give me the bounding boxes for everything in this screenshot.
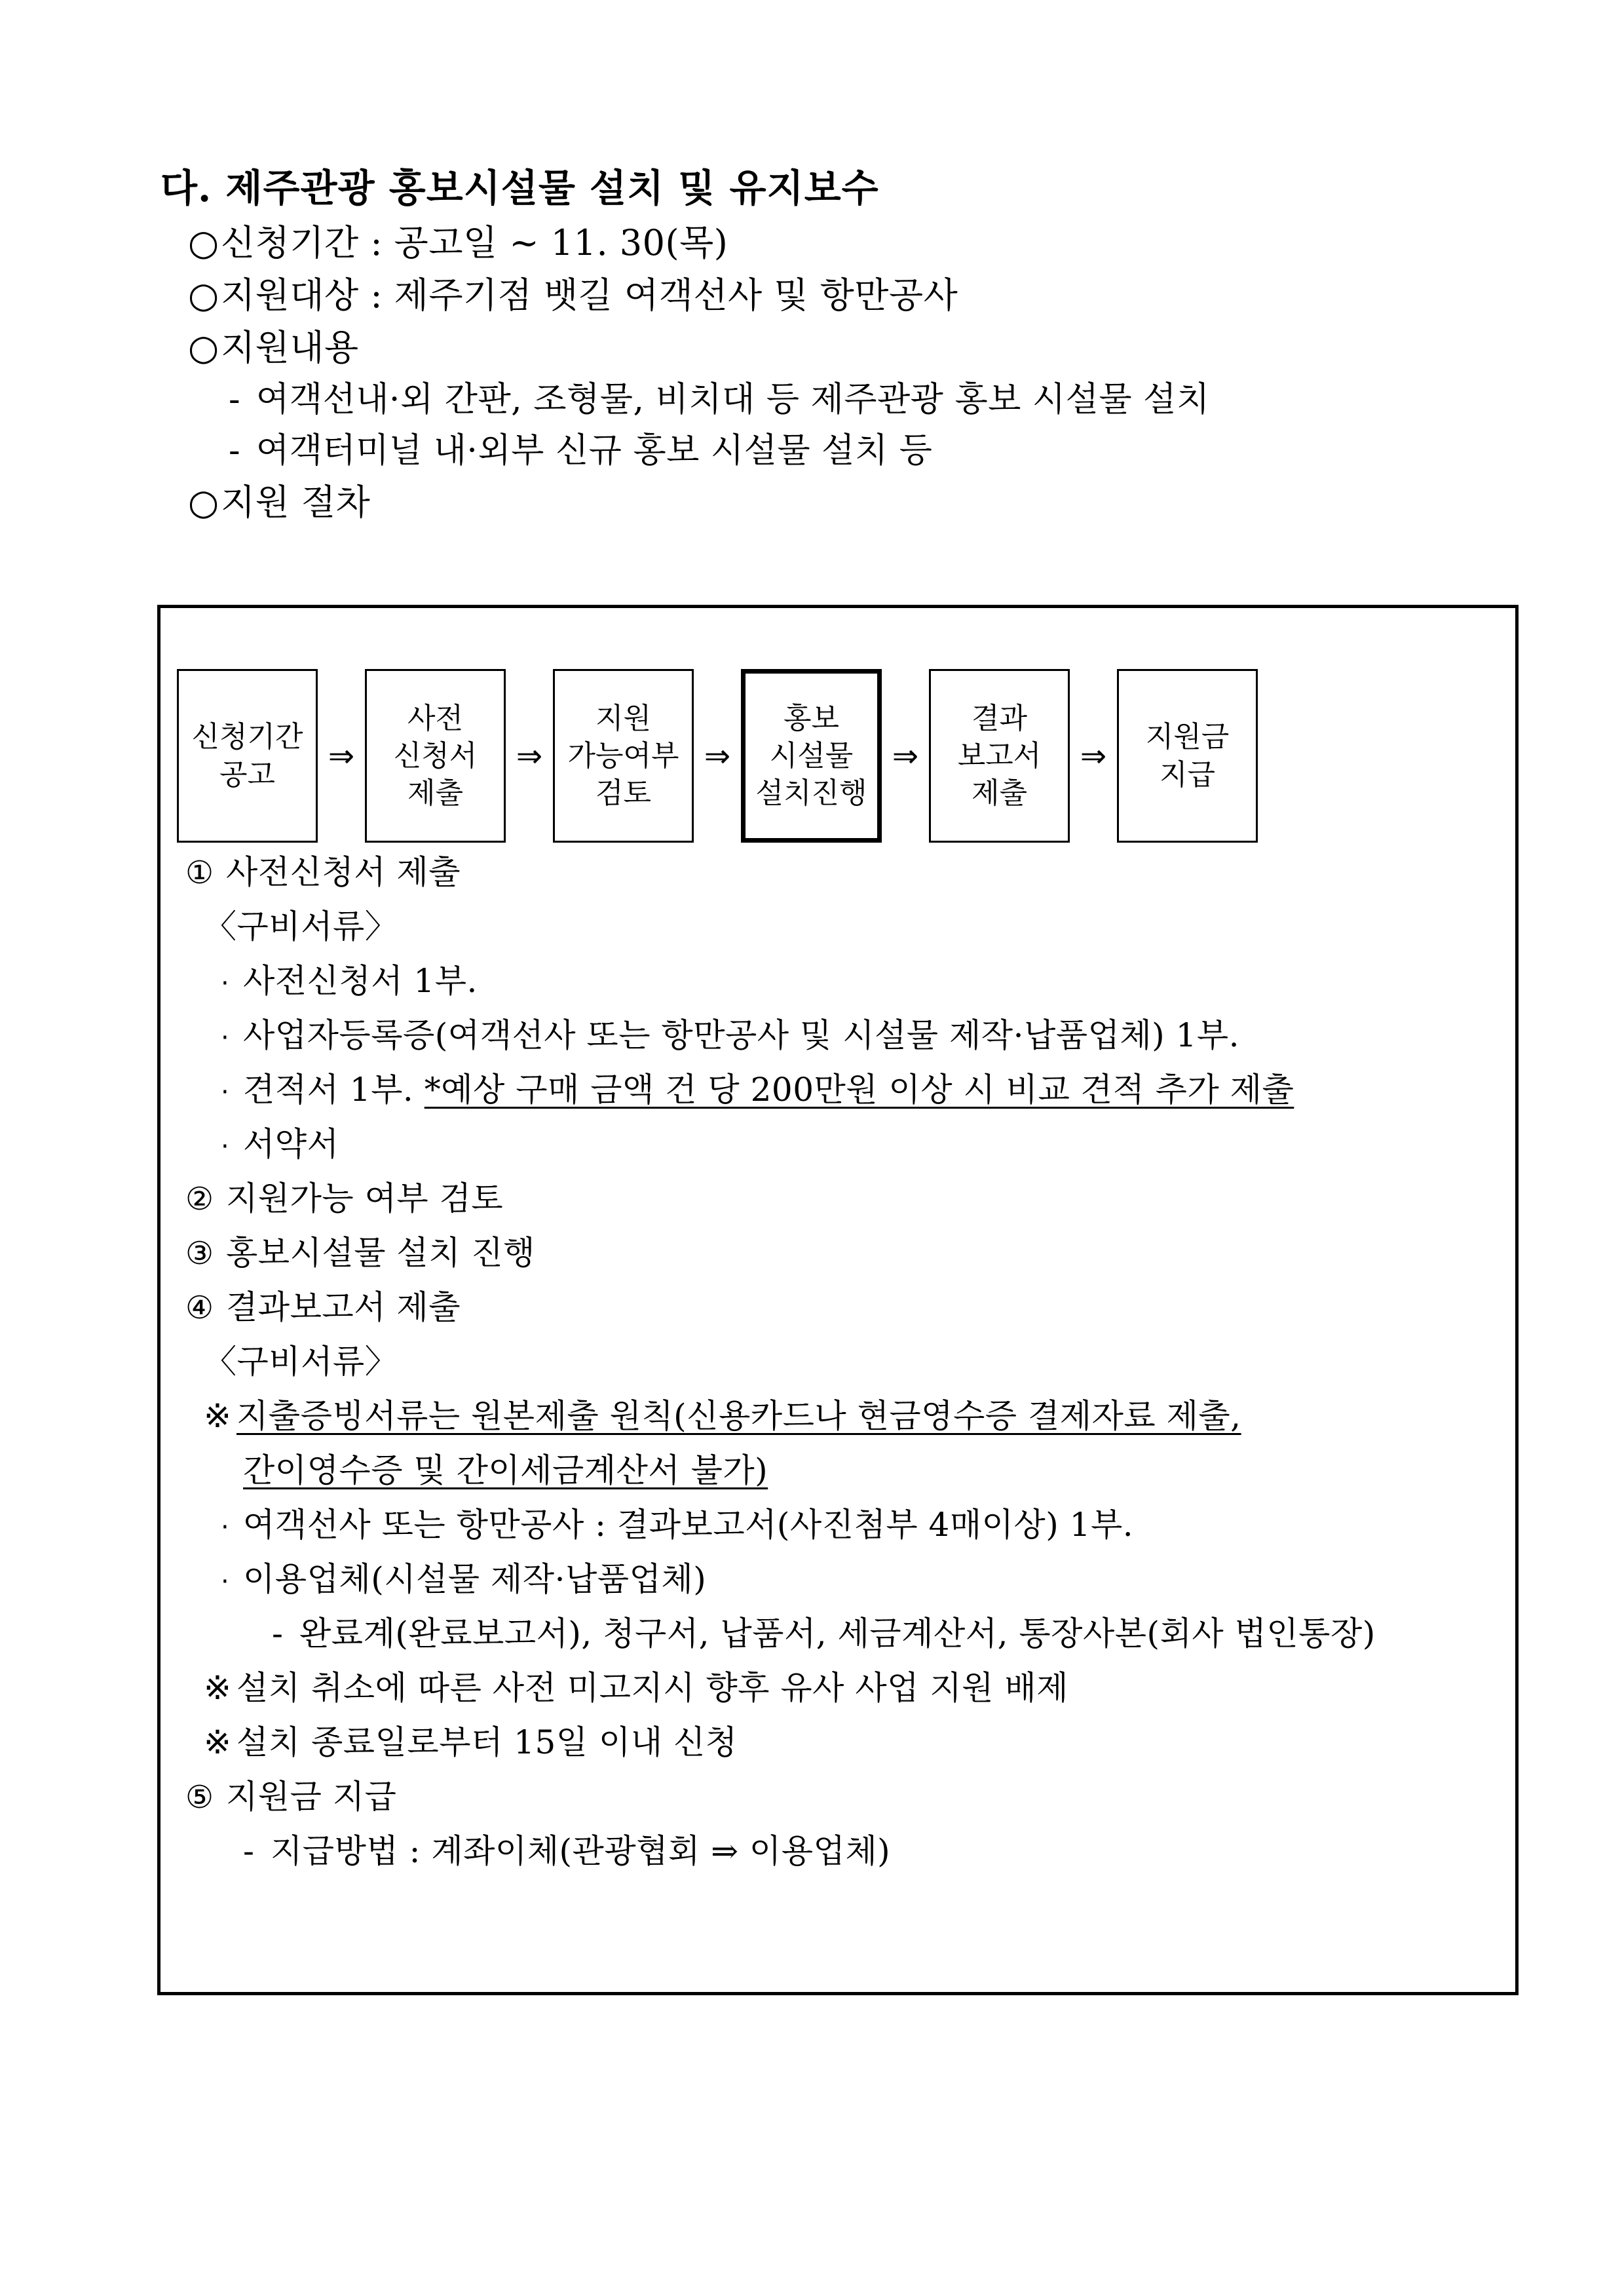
flow-step-line: 신청서 bbox=[393, 738, 478, 773]
detail-doc-pledge bbox=[180, 1125, 1502, 1163]
detail-note-original-documents-text: 지출증빙서류는 원본제출 원칙(신용카드나 현금영수증 결제자료 제출, bbox=[236, 1397, 1241, 1435]
dot-bullet-icon: · bbox=[221, 1132, 230, 1162]
flow-step-installation bbox=[741, 669, 882, 843]
detail-doc-result-report bbox=[180, 1506, 1502, 1544]
detail-note-cancellation-text: 설치 취소에 따른 사전 미고지시 향후 유사 사업 지원 배제 bbox=[236, 1669, 1068, 1707]
dot-bullet-icon: · bbox=[221, 1023, 230, 1053]
flow-step-line: 가능여부 bbox=[567, 738, 679, 773]
detail-required-docs-heading-1-text: 〈구비서류〉 bbox=[204, 908, 398, 946]
detail-step-2-text: 지원가능 여부 검토 bbox=[226, 1179, 504, 1217]
dot-bullet-icon: · bbox=[221, 1077, 230, 1107]
detail-note-deadline-text: 설치 종료일로부터 15일 이내 신청 bbox=[236, 1723, 738, 1761]
flow-step-line: 보고서 bbox=[957, 738, 1042, 773]
detail-doc-preapplication bbox=[180, 962, 1502, 1000]
flow-arrow-icon: ⇒ bbox=[328, 737, 355, 775]
flow-step-line: 사전 bbox=[407, 701, 463, 735]
flow-step-line: 신청기간 bbox=[191, 720, 303, 754]
detail-step-5-text: 지원금 지급 bbox=[226, 1778, 397, 1816]
detail-doc-preapplication-text: 사전신청서 1부. bbox=[243, 962, 478, 1000]
bullet-support-content-text: 지원내용 bbox=[221, 327, 359, 368]
detail-doc-pledge-text: 서약서 bbox=[243, 1125, 339, 1163]
bullet-support-procedure-text: 지원 절차 bbox=[221, 482, 371, 523]
detail-note-original-documents-cont-text: 간이영수증 및 간이세금계산서 불가) bbox=[243, 1451, 768, 1489]
detail-step-5 bbox=[180, 1778, 1502, 1816]
detail-note-deadline bbox=[180, 1723, 1502, 1761]
detail-doc-quotation-note: *예상 구매 금액 건 당 200만원 이상 시 비교 견적 추가 제출 bbox=[424, 1071, 1294, 1109]
reference-mark-icon: ※ bbox=[204, 1723, 232, 1761]
detail-required-docs-heading-1 bbox=[180, 908, 1502, 946]
bullet-support-procedure bbox=[161, 482, 1536, 523]
flow-arrow-icon: ⇒ bbox=[1080, 737, 1107, 775]
circle-bullet-icon: ○ bbox=[188, 275, 219, 316]
bullet-application-period bbox=[161, 222, 1536, 263]
dash-bullet-icon: - bbox=[272, 1615, 284, 1653]
detail-doc-business-registration bbox=[180, 1016, 1502, 1054]
detail-step-1-text: 사전신청서 제출 bbox=[226, 853, 461, 891]
dash-bullet-icon: - bbox=[229, 380, 241, 419]
reference-mark-icon: ※ bbox=[204, 1669, 232, 1707]
flow-step-line: 결과 bbox=[971, 701, 1027, 735]
sub-bullet-terminal-install-text: 여객터미널 내·외부 신규 홍보 시설물 설치 등 bbox=[256, 431, 933, 470]
bullet-application-period-text: 신청기간 : 공고일 ~ 11. 30(목) bbox=[221, 222, 728, 263]
detail-step-1 bbox=[180, 853, 1502, 891]
detail-step-3-text: 홍보시설물 설치 진행 bbox=[226, 1234, 535, 1272]
numbered-bullet-icon: ① bbox=[185, 854, 214, 891]
detail-payment-method bbox=[180, 1832, 1502, 1870]
flow-step-announcement bbox=[177, 669, 318, 843]
flow-step-line: 설치진행 bbox=[755, 776, 867, 811]
dash-bullet-icon: - bbox=[243, 1832, 255, 1870]
detail-step-4-text: 결과보고서 제출 bbox=[226, 1288, 461, 1326]
detail-required-docs-heading-2-text: 〈구비서류〉 bbox=[204, 1343, 398, 1381]
procedure-frame bbox=[157, 605, 1519, 1995]
flow-step-result-report bbox=[929, 669, 1070, 843]
detail-step-2 bbox=[180, 1179, 1502, 1217]
circle-bullet-icon: ○ bbox=[188, 482, 219, 523]
flow-step-preapplication bbox=[365, 669, 506, 843]
bullet-support-target-text: 지원대상 : 제주기점 뱃길 여객선사 및 항만공사 bbox=[221, 275, 958, 316]
procedure-details bbox=[180, 853, 1502, 1889]
reference-mark-icon: ※ bbox=[204, 1397, 232, 1435]
circle-bullet-icon: ○ bbox=[188, 222, 219, 263]
bullet-support-content bbox=[161, 327, 1536, 368]
numbered-bullet-icon: ⑤ bbox=[185, 1779, 214, 1816]
detail-note-original-documents-cont bbox=[180, 1451, 1502, 1489]
detail-doc-quotation-text: 견적서 1부. bbox=[243, 1071, 425, 1109]
flow-step-line: 홍보 bbox=[783, 701, 839, 735]
flow-step-line: 지급 bbox=[1159, 757, 1215, 792]
sub-bullet-terminal-install bbox=[161, 431, 1536, 470]
flow-step-eligibility-review bbox=[553, 669, 694, 843]
circle-bullet-icon: ○ bbox=[188, 327, 219, 368]
detail-step-3 bbox=[180, 1234, 1502, 1272]
flow-step-line: 시설물 bbox=[769, 738, 854, 773]
flow-step-line: 제출 bbox=[971, 776, 1027, 811]
dot-bullet-icon: · bbox=[221, 1512, 230, 1542]
detail-note-original-documents bbox=[180, 1397, 1502, 1435]
flow-arrow-icon: ⇒ bbox=[704, 737, 731, 775]
detail-doc-vendor-items-text: 완료계(완료보고서), 청구서, 납품서, 세금계산서, 통장사본(회사 법인통장) bbox=[299, 1615, 1376, 1653]
dash-bullet-icon: - bbox=[229, 431, 241, 470]
flow-arrow-icon: ⇒ bbox=[516, 737, 543, 775]
bullet-support-target bbox=[161, 275, 1536, 316]
detail-required-docs-heading-2 bbox=[180, 1343, 1502, 1381]
dot-bullet-icon: · bbox=[221, 968, 230, 999]
numbered-bullet-icon: ② bbox=[185, 1181, 214, 1217]
flow-step-payment bbox=[1117, 669, 1258, 843]
flow-arrow-icon: ⇒ bbox=[892, 737, 919, 775]
detail-payment-method-text: 지급방법 : 계좌이체(관광협회 ⇒ 이용업체) bbox=[271, 1832, 891, 1870]
sub-bullet-facility-install-text: 여객선내·외 간판, 조형물, 비치대 등 제주관광 홍보 시설물 설치 bbox=[256, 380, 1210, 419]
numbered-bullet-icon: ④ bbox=[185, 1290, 214, 1326]
detail-doc-vendor bbox=[180, 1560, 1502, 1598]
flow-step-line: 지원금 bbox=[1145, 720, 1230, 754]
document-intro bbox=[161, 166, 1536, 537]
flow-step-line: 제출 bbox=[407, 776, 463, 811]
dot-bullet-icon: · bbox=[221, 1567, 230, 1597]
detail-doc-vendor-text: 이용업체(시설물 제작·납품업체) bbox=[243, 1560, 707, 1598]
flow-step-line: 검토 bbox=[595, 776, 651, 811]
flow-step-line: 지원 bbox=[595, 701, 651, 735]
flow-step-line: 공고 bbox=[219, 757, 275, 792]
detail-doc-vendor-items bbox=[180, 1615, 1502, 1653]
detail-doc-business-registration-text: 사업자등록증(여객선사 또는 항만공사 및 시설물 제작·납품업체) 1부. bbox=[243, 1016, 1240, 1054]
detail-doc-result-report-text: 여객선사 또는 항만공사 : 결과보고서(사진첨부 4매이상) 1부. bbox=[243, 1506, 1134, 1544]
procedure-flowchart bbox=[177, 669, 1258, 843]
page-title: 다. 제주관광 홍보시설물 설치 및 유지보수 bbox=[161, 166, 879, 210]
numbered-bullet-icon: ③ bbox=[185, 1235, 214, 1272]
detail-note-cancellation bbox=[180, 1669, 1502, 1707]
sub-bullet-facility-install bbox=[161, 380, 1536, 419]
detail-doc-quotation bbox=[180, 1071, 1502, 1109]
detail-step-4 bbox=[180, 1288, 1502, 1326]
